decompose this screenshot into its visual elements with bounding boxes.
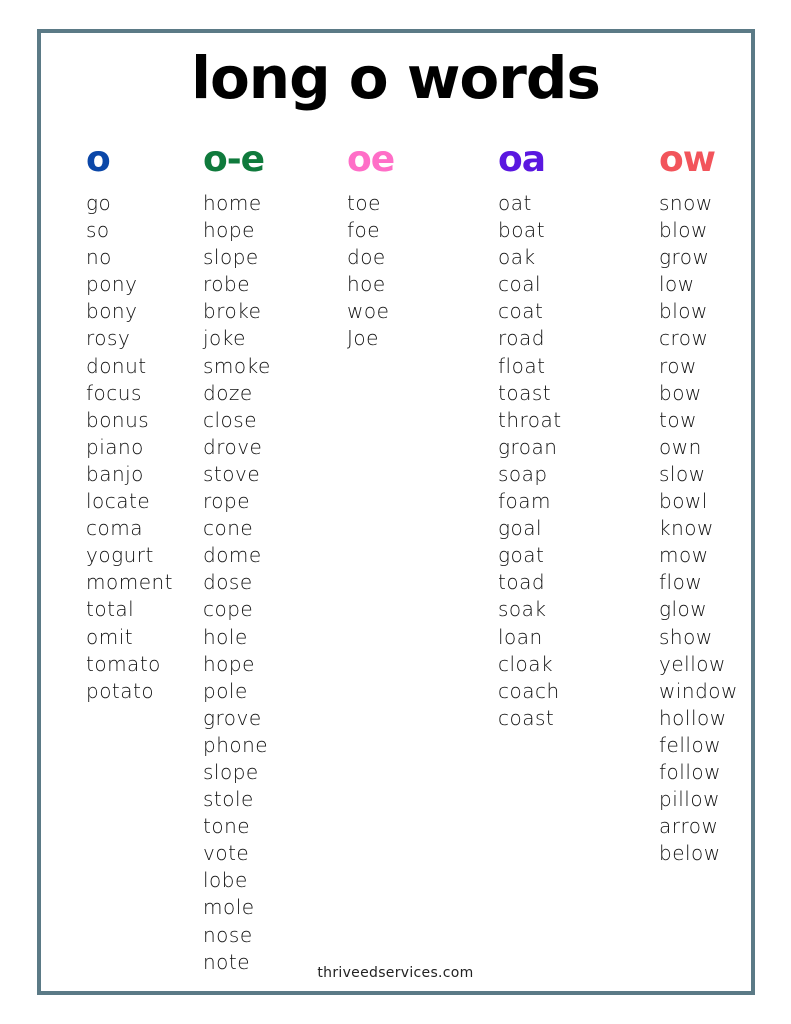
word-item: throat — [498, 407, 562, 432]
column-header: oe — [347, 139, 395, 180]
word-item: oat — [498, 191, 532, 215]
word-item: toe — [347, 191, 381, 215]
word-item: omit — [86, 624, 134, 649]
word-item: fellow — [659, 732, 722, 757]
word-item: loan — [498, 624, 543, 649]
word-item: crow — [659, 326, 709, 351]
word-item: groan — [498, 434, 558, 459]
word-column-ow — [659, 138, 738, 867]
word-item: smoke — [203, 353, 271, 378]
word-item: float — [498, 353, 546, 378]
word-item: goat — [498, 543, 545, 568]
word-item: pole — [203, 678, 248, 703]
word-item: flow — [659, 570, 703, 595]
word-item: home — [203, 191, 262, 215]
word-item: yellow — [659, 651, 726, 676]
word-item: so — [86, 218, 110, 243]
word-item: blow — [659, 299, 708, 324]
word-item: piano — [86, 434, 144, 459]
word-item: Joe — [347, 326, 379, 351]
word-item: oak — [498, 245, 536, 270]
word-item: rosy — [86, 326, 131, 351]
word-item: cope — [203, 597, 254, 622]
word-item: hope — [203, 218, 255, 243]
word-item: cone — [203, 516, 254, 541]
word-item: vote — [203, 841, 250, 866]
word-item: hoe — [347, 272, 386, 297]
word-item: grow — [659, 245, 710, 270]
word-item: coast — [498, 705, 555, 730]
word-item: total — [86, 597, 135, 622]
word-item: drove — [203, 434, 263, 459]
word-item: hope — [203, 651, 255, 676]
word-item: robe — [203, 272, 251, 297]
word-item: low — [659, 272, 695, 297]
word-item: tow — [659, 407, 697, 432]
word-item: coach — [498, 678, 560, 703]
word-item: no — [86, 245, 112, 270]
word-item: locate — [86, 489, 151, 514]
column-header: o-e — [203, 139, 265, 180]
word-item: foam — [498, 489, 552, 514]
word-item: cloak — [498, 651, 554, 676]
word-item: snow — [659, 191, 713, 215]
word-item: toad — [498, 570, 546, 595]
column-header: ow — [659, 139, 715, 180]
word-item: know — [659, 516, 714, 541]
word-item: bowl — [659, 489, 708, 514]
word-item: doe — [347, 245, 386, 270]
word-item: hole — [203, 624, 248, 649]
word-item: broke — [203, 299, 262, 324]
word-item: row — [659, 353, 697, 378]
word-item: arrow — [659, 814, 719, 839]
word-item: donut — [86, 353, 147, 378]
word-item: slope — [203, 245, 259, 270]
word-item: window — [659, 678, 738, 703]
word-item: bow — [659, 380, 702, 405]
word-item: boat — [498, 218, 546, 243]
word-item: mole — [203, 895, 255, 920]
word-item: follow — [659, 759, 721, 784]
word-item: slope — [203, 759, 259, 784]
word-item: bony — [86, 299, 138, 324]
word-item: slow — [659, 461, 706, 486]
word-item: lobe — [203, 868, 248, 893]
page-title: long o words — [191, 44, 600, 112]
word-item: grove — [203, 705, 262, 730]
column-header: o — [86, 139, 110, 180]
word-column-o — [86, 138, 173, 705]
word-item: moment — [86, 570, 174, 595]
word-item: nose — [203, 922, 253, 947]
word-item: tomato — [86, 651, 161, 676]
word-item: pony — [86, 272, 138, 297]
word-item: road — [498, 326, 545, 351]
column-header: oa — [498, 139, 546, 180]
word-item: hollow — [659, 705, 727, 730]
word-item: tone — [203, 814, 251, 839]
word-item: bonus — [86, 407, 150, 432]
word-item: blow — [659, 218, 708, 243]
word-item: yogurt — [86, 543, 154, 568]
word-item: joke — [203, 326, 246, 351]
word-column-oe — [347, 138, 394, 353]
word-item: goal — [498, 516, 543, 541]
word-item: rope — [203, 489, 251, 514]
word-item: mow — [659, 543, 709, 568]
word-item: show — [659, 624, 713, 649]
word-item: below — [659, 841, 721, 866]
word-item: phone — [203, 732, 269, 757]
word-item: coma — [86, 516, 143, 541]
footer-website: thriveedservices.com — [317, 965, 474, 981]
word-item: coat — [498, 299, 544, 324]
word-item: stole — [203, 787, 254, 812]
word-item: soak — [498, 597, 547, 622]
word-column-oa — [498, 138, 562, 732]
word-item: toast — [498, 380, 552, 405]
word-item: go — [86, 191, 112, 215]
word-item: focus — [86, 380, 142, 405]
word-item: soap — [498, 461, 548, 486]
word-item: doze — [203, 380, 253, 405]
word-item: close — [203, 407, 258, 432]
word-item: pillow — [659, 787, 720, 812]
word-item: glow — [659, 597, 708, 622]
word-item: woe — [347, 299, 390, 324]
word-item: foe — [347, 218, 381, 243]
word-item: own — [659, 434, 702, 459]
word-item: coal — [498, 272, 542, 297]
word-item: dome — [203, 543, 262, 568]
word-item: dose — [203, 570, 253, 595]
word-item: stove — [203, 461, 261, 486]
word-item: banjo — [86, 461, 144, 486]
word-item: note — [203, 949, 251, 974]
word-column-o-e — [203, 138, 271, 976]
word-item: potato — [86, 678, 155, 703]
